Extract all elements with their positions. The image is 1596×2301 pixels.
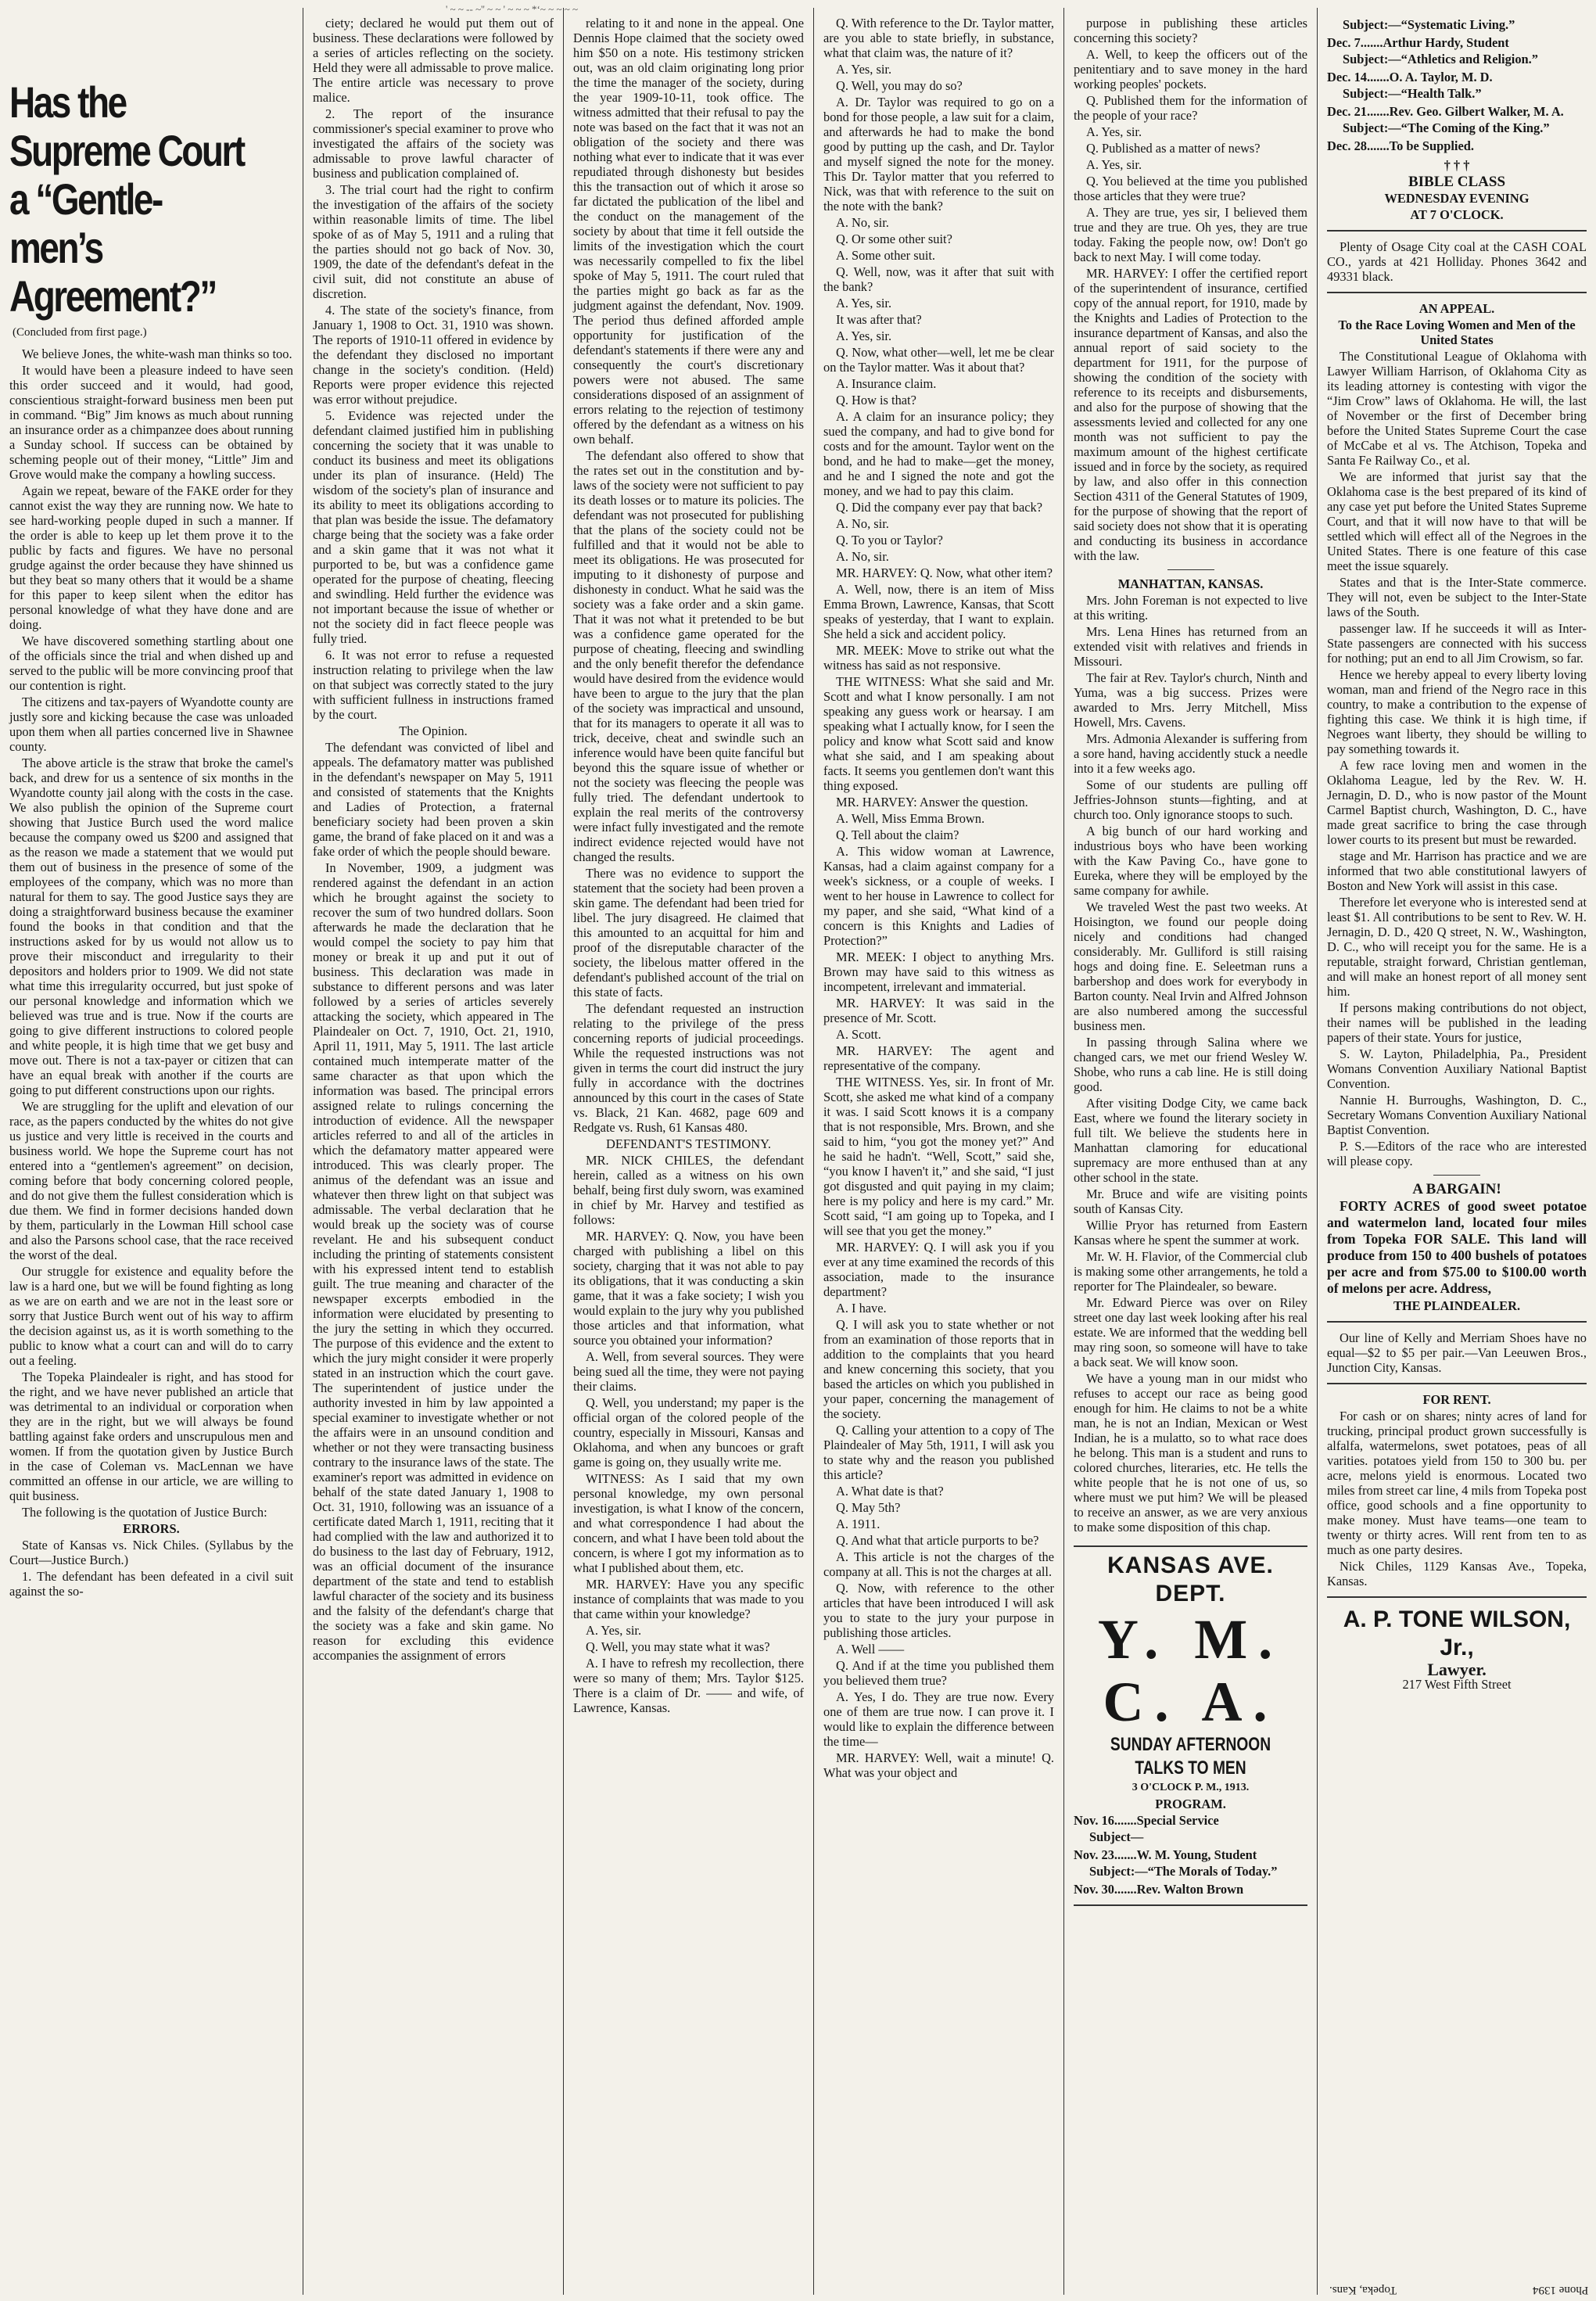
paragraph: Q. Did the company ever pay that back? [836,500,1042,515]
schedule-subject: Subject:—“Health Talk.” [1343,86,1482,101]
paragraph: A. Scott. [836,1027,881,1042]
ymca-program: PROGRAM. [1155,1797,1226,1811]
appeal-sub: To the Race Loving Women and Men of the United States [1338,318,1576,347]
paragraph: A. Yes, sir. [836,62,892,77]
bargain-sig: THE PLAINDEALER. [1393,1298,1521,1313]
paragraph: A. Yes, sir. [1086,124,1142,139]
paragraph: A. No, sir. [836,516,889,531]
testimony-end [1074,16,1307,563]
paragraph: There was no evidence to support the statement that the society had been proven a skin game. The defendant had been tried for libel. The jury disagreed. He claimed that this amounted to an acquittal for him and proof of the disreputable character of the society, the libelous matter offered in the defendant's published account of the trial on this state of facts. [573,866,804,1000]
column-3 [564,16,813,2293]
paragraph: Mr. Bruce and wife are visiting points south of Kansas City. [1074,1186,1307,1216]
paragraph: Q. Well, now, was it after that suit with the bank? [823,264,1054,294]
appeal-body [1327,349,1587,1045]
paragraph: MR. NICK CHILES, the defendant herein, called as a witness on his own behalf, being first duly sworn, was examined in chief by Mr. Harvey and testified as follows: [573,1153,804,1227]
paragraph: purpose in publishing these articles concerning this society? [1074,16,1307,45]
opinion-body [313,740,554,1663]
paragraph: MR. HARVEY: Q. Now, you have been charged with publishing a libel on this society, charging that it was not able to pay its obligations, that it was conducting a skin game, that it was a fake society; I wish you would explain to the jury why you published those articles and that information, what source you obtained your information? [573,1229,804,1348]
paragraph: The defendant requested an instruction relating to the privilege of the press concerning reports of judicial proceedings. While the requested instructions was not given in terms the court did instruct the jury fully in accordance with the doctrines announced by this court in the cases of State vs. Black, 21 Kan. 4682, page 609 and Redgate vs. Rush, 61 Kansas 480. [573,1001,804,1135]
signer: S. W. Layton, Philadelphia, Pa., President Womans Convention Auxiliary National Baptist Convention. [1327,1046,1587,1091]
ymca-schedule [1074,1813,1307,1897]
divider [1327,230,1587,232]
schedule-subject: Subject— [1089,1829,1144,1844]
schedule-speaker: Special Service [1136,1813,1219,1828]
paragraph: After visiting Dodge City, we came back East, where we found the literary society in full tilt. We believe the students here in Manhattan clamoring for educational supremacy are more enthused than at any other school in the state. [1074,1096,1307,1185]
schedule-line: Nov. 23.......W. M. Young, Student [1074,1847,1257,1862]
rent-heading: FOR RENT. [1422,1392,1491,1407]
schedule-line: Nov. 16.......Special Service [1074,1813,1219,1828]
paragraph: We are informed that jurist say that the Oklahoma case is the best prepared of its kind of any case yet put before the United States Supreme Court, and that it will now have to that will be settled which will effect all of the Negroes in the United States. There is one feature of this case meet the issue squarely. [1327,469,1587,573]
paragraph: MR. HARVEY: The agent and representative of the company. [823,1043,1054,1073]
paragraph: Q. Or some other suit? [836,232,952,246]
paragraph: MR. HARVEY: Have you any specific instance of complaints that was made to you that came within your knowledge? [573,1577,804,1621]
paragraph: A. Yes, sir. [836,328,892,343]
paragraph: The fair at Rev. Taylor's church, Ninth and Yuma, was a big success. Prizes were awarded to Mrs. Jerry Mitchell, Miss Howell, Mrs. Cavens. [1074,670,1307,730]
paragraph: The following is the quotation of Justice Burch: [22,1505,267,1520]
appeal-heading: AN APPEAL. [1418,301,1495,316]
paragraph: stage and Mr. Harrison has practice and we are informed that two able constitutional lawyers of Boston and New York will assist in this case. [1327,849,1587,893]
paragraph: The above article is the straw that broke the camel's back, and drew for us a sentence of six months in the Wyandotte county jail along with the costs in the case. We also publish the opinion of the Supreme court showing that Justice Burch used the word malice because the company owed us $200 and assigned that as the reason we made a statement that we would put them out of business in the presence of some of the employees of the company, which was no more than natural for them to say. The good Justice says they are doing a straightforward business because the examiner found the books in that condition and that the instructions asked for by us would not allow us to prove their misconduct and irregularity to their depositors and holders prior to 1909. We did not state what time this irregularity occurred, but just spoke of our personal knowledge and information which we believed was true and is true. Now if the courts are going to give different instructions to colored people and white people, it is high time that we get busy and move out. There is not a tax-payer or citizen that can have an equal break with another if the courts are going to put different constructions upon our rights. [9,756,293,1097]
paragraph: We believe Jones, the white-wash man thinks so too. [22,346,292,361]
divider [1433,1175,1480,1176]
paragraph: Hence we hereby appeal to every liberty loving woman, man and friend of the Negro race in this country, to make a contribution to the expense of fighting this case. We think it is high time, if Negroes want liberty, they should be willing to pay something towards it. [1327,667,1587,756]
schedule-speaker: Arthur Hardy, Student [1383,35,1509,50]
schedule-item [1074,1847,1307,1879]
ymca-talks: TALKS TO MEN [1135,1757,1246,1779]
paragraph: A. No, sir. [836,549,889,564]
schedule-item [1327,138,1587,153]
manhattan-news [1074,593,1307,1535]
schedule-line: Dec. 14.......O. A. Taylor, M. D. [1327,70,1493,84]
continued-note: (Concluded from first page.) [13,326,147,339]
bible-time: AT 7 O'CLOCK. [1410,207,1504,222]
paragraph: We traveled West the past two weeks. At Hoisington, we found our people doing nicely and conditions had changed considerably. Mr. Gulliford is still raising hogs and doing fine. E. Seleetman runs a barbershop and does work for everybody in Barton county. Neal Irvin and Alfred Johnson are also numbered among the successful business men. [1074,899,1307,1033]
schedule-speaker: Rev. Geo. Gilbert Walker, M. A. [1389,104,1564,119]
ymca-title: Y. M. C. A. [1097,1608,1284,1733]
paragraph: ciety; declared he would put them out of business. These declarations were followed by a series of articles reflecting on the society. Held they were all admissable to prove malice. The entire article was necessary to prove malice. [313,16,554,105]
ymca-schedule-continued [1327,17,1587,153]
paragraph: 2. The report of the insurance commissioner's special examiner to prove who investigated the affairs of the society was admissable to prove lawful character of business and publication complained of. [313,106,554,181]
paragraph: Q. Calling your attention to a copy of The Plaindealer of May 5th, 1911, I will ask you to state why and the reason you published this article? [823,1423,1054,1482]
divider [1327,1321,1587,1323]
paragraph: A. 1911. [836,1517,880,1531]
paragraph: Mrs. Admonia Alexander is suffering from a sore hand, having accidently stuck a needle into it a few weeks ago. [1074,731,1307,776]
paragraph: Willie Pryor has returned from Eastern Kansas where he spent the summer at work. [1074,1218,1307,1247]
paragraph: Q. Published them for the information of the people of your race? [1074,93,1307,123]
paragraph: A. Yes, sir. [586,1623,642,1638]
paragraph: MR. HARVEY: I offer the certified report of the superintendent of insurance, certified copy of the annual report, for 1910, made by the Knights and Ladies of Protection to the insurance department of Kansas, and also the annual report of said society to the department for 1911, for the purpose of showing the condition of the society with reference to its receipts and disbursements, and also for the purpose of showing that the assessments levied and collected for any one month was not sufficient to pay the maximum amount of the highest certificate issued and in force by the society, as required by law, and also offer in this connection Section 4311 of the General Statutes of 1909, for the purpose of showing that the report of said society does not show that it is operating and conducting its business in accordance with the law. [1074,266,1307,563]
opinion-continued [573,16,804,1135]
rent-sig: Nick Chiles, 1129 Kansas Ave., Topeka, Kansas. [1327,1559,1587,1588]
schedule-subject: Subject:—“Athletics and Religion.” [1343,52,1538,66]
paragraph: We have discovered something startling about one of the officials since the trial and when dished up and served to the public will be more convincing proof that our contention is right. [9,634,293,693]
manhattan-heading: MANHATTAN, KANSAS. [1117,576,1264,591]
paragraph: Some of our students are pulling off Jeffries-Johnson stunts—fighting, and at church too. Only ignorance stoops to such. [1074,777,1307,822]
paragraph: Q. Published as a matter of news? [1086,141,1261,156]
paragraph: Mrs. Lena Hines has returned from an extended visit with relatives and friends in Missouri. [1074,624,1307,669]
paragraph: Q. I will ask you to state whether or not from an examination of those reports that in addition to the complaints that you heard and knew concerning this society, that you based the articles on which you published in your paper, concerning the management of the society. [823,1317,1054,1421]
paragraph: A. This widow woman at Lawrence, Kansas, had a claim against company for a week's sickness, or a couple of weeks. I went to her house in Lawrence to collect for my paper, and she said, “What kind of a concern is this Knights and Ladies of Protection?” [823,844,1054,948]
paragraph: A. Well —— [836,1642,905,1657]
testimony-body [573,1153,804,1715]
paragraph: If persons making contributions do not object, their names will be published in the leading papers of their state. Yours for justice, [1327,1000,1587,1045]
paragraph: Q. And what that article purports to be? [836,1533,1039,1548]
schedule-line: Dec. 21.......Rev. Geo. Gilbert Walker, M. A. [1327,104,1564,119]
ymca-time: 3 O'CLOCK P. M., 1913. [1132,1782,1250,1793]
divider [1327,292,1587,293]
opinion-heading: The Opinion. [399,723,468,738]
paragraph: MR. MEEK: Move to strike out what the witness has said as not responsive. [823,643,1054,673]
ymca-dept: KANSAS AVE. DEPT. [1107,1553,1274,1606]
masthead-fragment: Topeka, Kans. [1329,2284,1397,2296]
paragraph: THE WITNESS. Yes, sir. In front of Mr. Scott, she asked me what kind of a company it was. I said Scott knows it is a company that is not responsible, Mrs. Brown, and she said to him, “you got the money yet?” And he said he hadn't. “Well, Scott,” said she, “you know I haven't it,” and she said, “I just got disgusted and quit paying in my claim; here is my policy and here is my card.” Mr. Scott said, “I am going up to Topeka, and I will see that you get the money.” [823,1075,1054,1238]
ymca-ad [1074,1545,1307,1906]
rent-text: For cash or on shares; ninty acres of land for trucking, principal product grown successfully is alfalfa, watermelons, swet potatoes, peas of all varities. potatoes yield from 150 to 300 bu. per acre, melons yield is enormous. Located two miles from street car line, 4 mils from Topeka post office, good schools and a fine opportunity to make money. Must have teams—one team to twenty or thirty acres. Will rent from ten to as much as one party desires. [1327,1409,1587,1557]
paragraph: It was after that? [836,312,922,327]
schedule-subject: Subject:—“Systematic Living.” [1343,17,1515,32]
divider [1327,1596,1587,1598]
paragraph: The defendant was convicted of libel and appeals. The defamatory matter was published in the defendant's newspaper on May 5, 1911 and consisted of statements that the Knights and Ladies of Protection, a fraternal beneficiary society had been proven a skin game, the brand of fake placed on it and was a fake order of which the people should beware. [313,740,554,859]
testimony-continued [823,16,1054,1780]
schedule-item [1327,35,1587,66]
bargain-heading: A BARGAIN! [1412,1181,1501,1197]
paragraph: We are struggling for the uplift and elevation of our race, as the papers conducted by the whites do not give us justice and very little is received in the courts and business world. We hope the Supreme court has not entered into a “gentlemen's agreement” on decision, coming before that body concerning colored people, and do not give them the fullest consideration which is due them. We find in former decisions handed down by them, particularly in the Lowman Hill school case and also the Parsons school case, that the race received the worst of the deal. [9,1099,293,1262]
coal-ad: Plenty of Osage City coal at the CASH COAL CO., yards at 421 Holliday. Phones 3642 and 49331 black. [1327,239,1587,284]
paragraph: A. Dr. Taylor was required to go on a bond for those people, a law suit for a claim, and afterwards he had to make the bond good by putting up the cash, and Dr. Taylor and myself signed the note for the money. This Dr. Taylor matter that you referred to Nick, was that with reference to the suit on the note with the bank? [823,95,1054,214]
paragraph: Q. You believed at the time you published those articles that they were true? [1074,174,1307,203]
paragraph: passenger law. If he succeeds it will as Inter-State passengers are connected with his success for nothing; put an end to all Jim Crowism, so far. [1327,621,1587,666]
paragraph: Therefore let everyone who is interested send at least $1. All contributions to be sent to Rev. W. H. Jernagin, D. D., 420 Q street, N. W., Washington, D. C., who will receipt you for the same. He is a reputable, straight forward, Christian gentleman, and will make an honest report of all money sent him. [1327,895,1587,999]
paragraph: Q. Now, what other—well, let me be clear on the Taylor matter. Was it about that? [823,345,1054,375]
paragraph: A few race loving men and women in the Oklahoma League, led by the Rev. W. H. Jernagin, D. D., who is now pastor of the Mount Carmel Baptist church, Washington, D. C., have made great sacrifice to bring the case through lower courts to its present but must be rewarded. [1327,758,1587,847]
paragraph: Mrs. John Foreman is not expected to live at this writing. [1074,593,1307,623]
appeal-ps: P. S.—Editors of the race who are interested will please copy. [1327,1139,1587,1168]
paragraph: Q. And if at the time you published them you believed them true? [823,1658,1054,1688]
paragraph: A. No, sir. [836,215,889,230]
paragraph: The defendant also offered to show that the rates set out in the constitution and by-laws of the society were not sufficient to pay its death losses or to mature its policies. The defendant was not prosecuted for publishing that the plans of the society could not be fulfilled and that it would not be able to meet its obligations. He was prosecuted for imputing to it dishonesty of purpose and dishonesty in conduct. What he said was the society was a fake order and a skin game. That it was not what it pretended to be but was a confidence game operated for the purpose of cheating, fleecing and swindling and the only benefit therefor the defendance would have desired from the evidence would have been to argue to the jury that the plan of the society was impractical and unsound, that for its managers to operate it all was to trick, deceive, cheat and swindle such an inference would have been quite fanciful but beyond this the square issue of whether or not the society was fleecing the people was fully tried. The defendant undertook to explain the real merits of the controversy were infact fully investigated and the remote indirect evidence rejected would have not changed the results. [573,448,804,864]
column-4 [814,16,1063,2293]
schedule-line: Dec. 7.......Arthur Hardy, Student [1327,35,1509,50]
paragraph: Q. May 5th? [836,1500,901,1515]
lawyer-address: 217 West Fifth Street [1402,1677,1512,1692]
paragraph: Q. Well, you may state what it was? [586,1639,770,1654]
paragraph: A. This article is not the charges of the company at all. This is not the charges at all. [823,1549,1054,1579]
paragraph: A. I have to refresh my recollection, there were so many of them; Mrs. Taylor $125. There is a claim of Dr. —— and wife, of Lawrence, Kansas. [573,1656,804,1715]
paragraph: A. What date is that? [836,1484,944,1499]
schedule-date: Nov. 16 [1074,1813,1114,1828]
schedule-speaker: O. A. Taylor, M. D. [1389,70,1493,84]
case-title: State of Kansas vs. Nick Chiles. (Syllabus by the Court—Justice Burch.) [9,1538,293,1567]
paragraph: A. Insurance claim. [836,376,937,391]
schedule-item [1327,70,1587,101]
paragraph: A big bunch of our hard working and industrious boys who have been working with the Kaw Paving Co., have gone to Eureka, where they will be employed by the same company for awhile. [1074,824,1307,898]
paragraph: MR. HARVEY: Well, wait a minute! Q. What was your object and [823,1750,1054,1780]
lawyer-name: A. P. TONE WILSON, Jr., [1343,1606,1571,1660]
schedule-speaker: Rev. Walton Brown [1136,1882,1244,1897]
paragraph: It would have been a pleasure indeed to have seen this order succeed and it would, had good, conscientious straight-forward business men been put in command. “Big” Jim knows as much about running an insurance order as a chimpanzee does about running a Sunday school. If success can be obtained by scheming people out of their money, “Little” Jim and Grove would make the company a howling success. [9,363,293,482]
paragraph: MR. HARVEY: Answer the question. [836,795,1028,809]
paragraph: MR. MEEK: I object to anything Mrs. Brown may have said to this witness as incompetent, irrelevant and immaterial. [823,949,1054,994]
daggers: † † † [1444,158,1470,173]
paragraph: The citizens and tax-payers of Wyandotte county are justly sore and kicking because the case was unloaded upon them when all parties concerned live in Shawnee county. [9,695,293,754]
paragraph: Our struggle for existence and equality before the law is a hard one, but we will be found fighting as long as we are on earth and we are not in the least sore or sorry that Justice Burch went out of his way to affirm the decision against us, as it is worth something to the public to know what a court can and will do to carry out a feeling. [9,1264,293,1368]
syllabus-body [313,16,554,722]
schedule-date: Nov. 23 [1074,1847,1114,1862]
column-6 [1318,16,1596,2293]
paragraph: Mr. W. H. Flavior, of the Commercial club is making some other arrangements, he told a reporter for The Plaindealer, so beware. [1074,1249,1307,1294]
paragraph: Mr. Edward Pierce was over on Riley street one day last week looking after his real estate. We are informed that the wedding bell may ring soon, so someone will have to take a back seat. We will know soon. [1074,1295,1307,1369]
paragraph: WITNESS: As I said that my own personal knowledge, my own personal investigation, is what I know of the concern, and what correspondence I had about the concern, and what I have been told about the concern, is where I got my information as to what I published about them, etc. [573,1471,804,1575]
paragraph: The Topeka Plaindealer is right, and has stood for the right, and we have never published an article that was detrimental to an individual or corporation when they are in the right, but we will always be found battling against fake orders and unscrupulous men and women. If from the quotation given by Justice Burch in the case of Coleman vs. MacLennan we have committed an offense in our article, we are willing to quit business. [9,1369,293,1503]
schedule-item [1074,1813,1307,1844]
syllabus-first: 1. The defendant has been defeated in a civil suit against the so- [9,1569,293,1599]
paragraph: MR. HARVEY: Q. Now, what other item? [836,565,1053,580]
paragraph: A. Yes, sir. [1086,157,1142,172]
schedule-speaker: To be Supplied. [1389,138,1474,153]
divider [1327,1383,1587,1384]
paragraph: The Constitutional League of Oklahoma with Lawyer William Harrison, of Oklahoma City as its leading attorney is contesting with vigor the “Jim Crow” laws of Oklahoma. He will, the last of November or the first of December bring before the United States Supreme Court the case of McCabe et al vs. The Atchison, Topeka and Santa Fe Railway Co., et al. [1327,349,1587,468]
schedule-item [1327,104,1587,135]
masthead-fragment: ' ~ ~ -- ~'' ~ ~ ' ~ ~ ~ *‘~ ~ ~ ~ ~ [446,3,579,15]
paragraph: THE WITNESS: What she said and Mr. Scott and what I know personally. I am not speaking any guess work or hearsay. I am speaking what I actually know, for I seen the policy and know what Scott said and know what she said, and I am speaking about facts. It seems you gentlemen don't want this thing exposed. [823,674,1054,793]
paragraph: 5. Evidence was rejected under the defendant claimed justified him in publishing concerning the society that it was unable to conduct its business and meet its obligations under its plan of insurance. (Held) The wisdom of the society's plan of insurance and its ability to meet its obligations according to that plan was beside the issue. The defamatory charge being that the society was a fake order and a skin game that it was not what it purported to be, but was a confidence game operated for the purpose of cheating, fleecing and swindling. Held further the evidence was not important because the issue of whether or not the society did in fact fleece people was fully tried. [313,408,554,646]
paragraph: A. They are true, yes sir, I believed them true and they are true. Oh yes, they are true today. Faking the people now, ow! Don't go back to next May. I will come today. [1074,205,1307,264]
schedule-item [1074,1882,1307,1897]
paragraph: 6. It was not error to refuse a requested instruction relating to privilege when the law on that subject was correctly stated to the jury with sufficient fullness in instructions framed by the court. [313,648,554,722]
paragraph: 4. The state of the society's finance, from January 1, 1908 to Oct. 31, 1910 was shown. The reports of 1910-11 offered in evidence by the defendant they disclosed no important change in the society's condition. (Held) Reports were proper evidence this rejected was error without prejudice. [313,303,554,407]
masthead-fragment: Phone 1394 [1533,2284,1589,2296]
paragraph: Again we repeat, beware of the FAKE order for they cannot exist the way they are running now. We hate to see hard-working people duped in such a manner. If the order is able to keep up let them prove it to the public by facts and figures. We have no personal grudge against the order because they have shinned us but they beat so many others that it would be a shame for this paper to keep silent when the editor has personal knowledge of what they have done and are doing. [9,483,293,632]
paragraph: In passing through Salina where we changed cars, we met our friend Wesley W. Shobe, who runs a cab line. He is still doing good. [1074,1035,1307,1094]
paragraph: A. Some other suit. [836,248,936,263]
paragraph: Q. Tell about the claim? [836,827,959,842]
article-headline: Has the Supreme Court a “Gentle-men’s Agreement?” [9,77,244,321]
bible-class: BIBLE CLASS [1408,174,1506,190]
schedule-item [1327,17,1587,32]
signer: Nannie H. Burroughs, Washington, D. C., Secretary Womans Convention Auxiliary National Baptist Convention. [1327,1093,1587,1137]
schedule-date: Nov. 30 [1074,1882,1114,1897]
paragraph: Q. How is that? [836,393,916,407]
paragraph: A. Yes, I do. They are true now. Every one of them are true now. I can prove it. I would like to explain the difference between the time— [823,1689,1054,1749]
paragraph: In November, 1909, a judgment was rendered against the defendant in an action which he brought against the society to recover the sum of two hundred dollars. Soon afterwards he made the declaration that he would compel the society to pay him that money or break it up and put it out of business. This declaration was made in substance to different persons and was later followed by a series of articles severely attacking the society, which appeared in The Plaindealer on Oct. 7, 1910, Oct. 21, 1910, April 11, 1911, May 5, 1911. The last article contained much intemperate matter of the same character as that upon which the information was based. The principal errors assigned relate to rulings concerning the introduction of evidence. All the newspaper articles referred to and all of the articles in which the defamatory matter appeared were introduced. This was clearly proper. The animus of the defendant was an issue and whatever then threw light on that subject was admissable. The verbal declaration that he would break up the society was of course revelant. He and his subsequent conduct including the printing of statements consistent with his expressed intent tend to establish guilt. The true meaning and character of the newspaper excerpts embodied in the information were elucidated by presenting to the jury the setting in which they occurred. The purpose of this evidence and the extent to which the jury might consider it were properly stated in an instruction which the court gave. The superintendent of justice under the authority invested in him by law appointed a special examiner to investigate whether or not the affairs were in an unsound condition and whether or not they were transacting business contrary to the insurance laws of the state. The examiner's report was admitted in evidence on behalf of the state dated January 1, 1908 to Oct. 31, 1910, following was an issuance of a certificate dated March 1, 1911, reciting that it had complied with the law and authorized it to do business to the last day of February, 1912, was an official document of the insurance department of the state and tend to establish lawful character of the society and its business and the falsity of the defendant's charge that the society was a fake and skin game. No reason for excluding this evidence accompanies the assignment of errors [313,860,554,1663]
schedule-date: Dec. 14 [1327,70,1367,84]
shoes-ad: Our line of Kelly and Merriam Shoes have no equal—$2 to $5 per pair.—Van Leeuwen Bros., Junction City, Kansas. [1327,1330,1587,1375]
paragraph: Q. Well, you understand; my paper is the official organ of the colored people of the country, especially in Missouri, Kansas and Oklahoma, and when any buncoes or graft game is going on, they usually write me. [573,1395,804,1470]
ymca-sunday: SUNDAY AFTERNOON [1110,1734,1271,1755]
schedule-speaker: W. M. Young, Student [1136,1847,1257,1862]
appeal-signers [1327,1046,1587,1137]
paragraph: 3. The trial court had the right to confirm the investigation of the affairs of the society within reasonable limits of time. The libel spoke of as of May 5, 1911 and a ruling that the parties should not go back of Nov. 30, 1909, the date of the defendant's defeat in the civil suit, did not constitute an abuse of discretion. [313,182,554,301]
paragraph: A. A claim for an insurance policy; they sued the company, and had to give bond for costs and for the amount. Taylor went on the bond, and he had to make—get the money, and he and I signed the note and got the money, and we had to pay this claim. [823,409,1054,498]
divider [1167,569,1214,570]
paragraph: States and that is the Inter-State commerce. They will not, even be subject to the Inter-State laws of the South. [1327,575,1587,619]
paragraph: MR. HARVEY: It was said in the presence of Mr. Scott. [823,996,1054,1025]
paragraph: A. Well, from several sources. They were being sued all the time, they were not paying their claims. [573,1349,804,1394]
schedule-subject: Subject:—“The Coming of the King.” [1343,120,1550,135]
schedule-line: Nov. 30.......Rev. Walton Brown [1074,1882,1244,1897]
lawyer-title: Lawyer. [1427,1660,1487,1679]
paragraph: A. Well, Miss Emma Brown. [836,811,985,826]
column-1 [0,16,303,2293]
schedule-subject: Subject:—“The Morals of Today.” [1089,1864,1278,1879]
article-body [9,346,293,1520]
paragraph: Q. To you or Taylor? [836,533,943,547]
schedule-date: Dec. 7 [1327,35,1361,50]
column-2 [303,16,563,2293]
schedule-line: Dec. 28.......To be Supplied. [1327,138,1474,153]
paragraph: Q. Now, with reference to the other articles that have been introduced I will ask you to state to the jury your purpose in publishing those articles. [823,1581,1054,1640]
paragraph: We have a young man in our midst who refuses to accept our race as being good enough for him. He claims to not be a white man, he is not an Indian, Mexican or West Indian, he is a mulatto, so to what race does he belong. This man is a student and runs to colored churches, literaries, etc. He tells the white people that he is not one of us, so where must we put him? We will be pleased to receive an answer, as we are very anxious to make some disposition of this chap. [1074,1371,1307,1535]
paragraph: Q. Well, you may do so? [836,78,963,93]
paragraph: MR. HARVEY: Q. I will ask you if you ever at any time examined the records of this association, made to the insurance department? [823,1240,1054,1299]
bargain-text: FORTY ACRES of good sweet potatoe and watermelon land, located four miles from Topeka FOR SALE. This land will produce from 150 to 400 bushels of potatoes per acre and from $75.00 to $100.00 worth of melons per acre. Address, [1327,1198,1587,1296]
paragraph: Q. With reference to the Dr. Taylor matter, are you able to state briefly, in substance, what that claim was, the nature of it? [823,16,1054,60]
schedule-date: Dec. 28 [1327,138,1367,153]
paragraph: A. Well, now, there is an item of Miss Emma Brown, Lawrence, Kansas, that Scott speaks of yesterday, that I want to explain. She held a sick and accident policy. [823,582,1054,641]
bible-when: WEDNESDAY EVENING [1384,191,1530,206]
column-5 [1064,16,1317,2293]
schedule-date: Dec. 21 [1327,104,1367,119]
paragraph: A. I have. [836,1301,887,1316]
errors-heading: ERRORS. [123,1521,180,1536]
testimony-heading: DEFENDANT'S TESTIMONY. [606,1136,771,1151]
paragraph: relating to it and none in the appeal. One Dennis Hope claimed that the society owed him $50 on a note. His testimony stricken out, was an old claim originating long prior the time the manager of the society, during the year 1909-10-11, took office. The witness admitted that their refusal to pay the note was based on the fact that it was not an obligation of the society and there was nothing what ever to indicate that it was ever repudiated through dishonesty but besides this the transaction out of which it arose so far dictated the publication of the libel and the conduct on the management of the society by about that time it fell outside the limits of the investigation which the court was necessarily compelled to fix the libel spoke of May 5, 1911. The court ruled that the parties might go back as far as the judgment against the defendant, Nov. 1909. The period thus defined afforded ample opportunity for justification of the defendant's statements if there were any and consequently the court's discretionary powers were not abused. The same considerations disposed of an assignment of errors relating to the rejection of testimony offered by the defendant as a witness on his own behalf. [573,16,804,447]
paragraph: A. Well, to keep the officers out of the penitentiary and to save money in the hard working peoples' pockets. [1074,47,1307,92]
paragraph: A. Yes, sir. [836,296,892,311]
